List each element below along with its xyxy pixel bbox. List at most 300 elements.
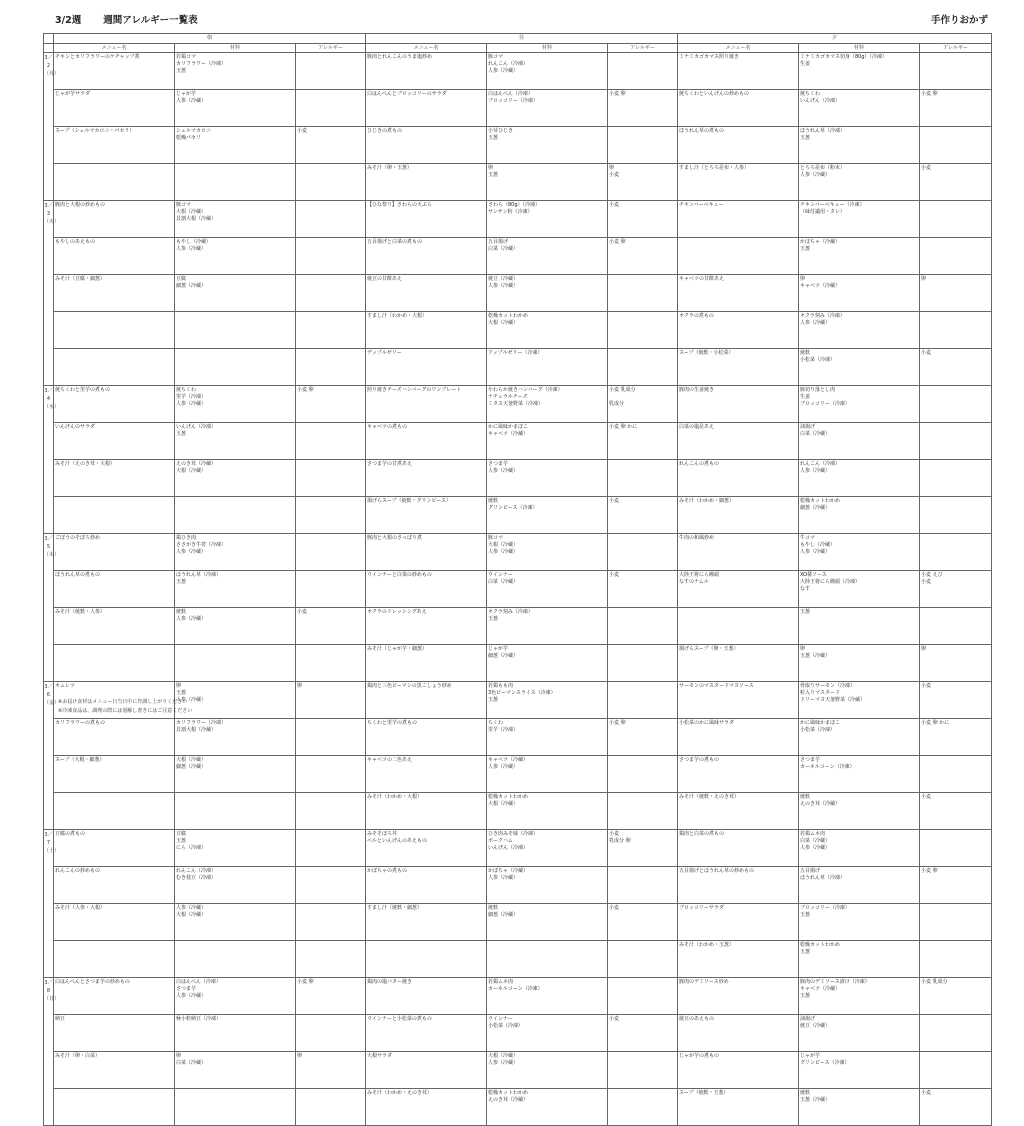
cell-line bbox=[609, 609, 676, 616]
dinner-menu-name-cell bbox=[678, 941, 799, 978]
cell-line: ひき肉みそ味（冷凍） bbox=[488, 831, 539, 837]
breakfast-ingredients-cell bbox=[175, 978, 296, 1015]
cell-line: 小麦 bbox=[297, 128, 308, 134]
lunch-ingredients-cell bbox=[487, 571, 608, 608]
cell-line bbox=[609, 535, 676, 542]
cell-line: オクラ刻み（冷凍） bbox=[488, 609, 533, 615]
breakfast-menu-name-cell bbox=[54, 608, 175, 645]
cell-line: 小麦 卵 bbox=[609, 720, 626, 726]
cell-line: 大陸王将にら饅頭（冷凍） bbox=[800, 579, 861, 585]
cell-line: 大根（冷蔵） bbox=[488, 542, 519, 548]
cell-line: デップルゼリー bbox=[367, 350, 402, 356]
cell-line: じゃが芋の煮もの bbox=[679, 1053, 720, 1059]
cell-line bbox=[921, 942, 990, 949]
cell-line: 若鶏コマ bbox=[176, 54, 197, 60]
cell-line: 焼ちくわ bbox=[800, 91, 821, 97]
lunch-allergy-cell bbox=[608, 53, 678, 90]
cell-line: 豆腐の煮もの bbox=[55, 831, 86, 837]
cell-line bbox=[55, 942, 173, 949]
cell-line: 白菜（冷蔵） bbox=[800, 431, 831, 437]
cell-line: 人参（冷蔵） bbox=[488, 68, 519, 74]
dinner-menu-name-cell bbox=[678, 904, 799, 941]
cell-line bbox=[609, 757, 676, 764]
cell-line: もやし（冷蔵） bbox=[176, 239, 212, 245]
dinner-allergy-cell bbox=[920, 1052, 992, 1089]
cell-line: 焼豆のあえもの bbox=[679, 1016, 715, 1022]
dinner-menu-name-cell bbox=[678, 386, 799, 423]
column-header-ingredients: 材料 bbox=[487, 43, 608, 53]
cell-line: 人参（冷蔵） bbox=[176, 549, 207, 555]
lunch-ingredients-cell bbox=[487, 534, 608, 571]
cell-line bbox=[297, 1090, 364, 1097]
table-row bbox=[44, 349, 992, 386]
lunch-allergy-cell bbox=[608, 127, 678, 164]
breakfast-ingredients-cell bbox=[175, 867, 296, 904]
cell-line bbox=[609, 394, 676, 401]
cell-line: ブロッコリー（冷凍） bbox=[800, 401, 850, 407]
cell-line: アップルゼリー（冷凍） bbox=[488, 350, 543, 356]
cell-line: 小麦 乳成分 bbox=[921, 979, 948, 985]
cell-line: なすのナムル bbox=[679, 579, 709, 585]
lunch-menu-name-cell bbox=[366, 497, 487, 534]
cell-line: 人参（冷蔵） bbox=[488, 875, 519, 881]
cell-line: 人参（冷蔵） bbox=[488, 764, 519, 770]
breakfast-allergy-cell bbox=[296, 53, 366, 90]
dinner-ingredients-cell bbox=[799, 460, 920, 497]
cell-line bbox=[297, 831, 364, 838]
dinner-menu-name-cell bbox=[678, 460, 799, 497]
cell-line bbox=[55, 61, 173, 68]
cell-line: ほうれん草（冷凍） bbox=[176, 572, 222, 578]
cell-line: キャベツの煮もの bbox=[367, 424, 408, 430]
lunch-menu-name-cell bbox=[366, 682, 487, 719]
dinner-ingredients-cell bbox=[799, 756, 920, 793]
cell-line: やわらか焼きハンバーグ（冷凍） bbox=[488, 387, 563, 393]
cell-line: 玉葱 bbox=[800, 246, 811, 252]
lunch-allergy-cell bbox=[608, 238, 678, 275]
cell-line bbox=[609, 313, 676, 320]
cell-line: みそ汁（卵・白菜） bbox=[55, 1053, 101, 1059]
cell-line: スープ（シェルマカロニ・パセリ） bbox=[55, 128, 135, 134]
table-body bbox=[44, 53, 992, 1126]
cell-line: 細葱（冷蔵） bbox=[488, 912, 519, 918]
dinner-ingredients-cell bbox=[799, 386, 920, 423]
cell-line: 豚肉のデミソース炒め bbox=[679, 979, 729, 985]
breakfast-menu-name-cell bbox=[54, 238, 175, 275]
breakfast-allergy-cell bbox=[296, 349, 366, 386]
cell-line bbox=[55, 1090, 173, 1097]
cell-line: 生姜 bbox=[800, 61, 811, 67]
dinner-ingredients-cell bbox=[799, 608, 920, 645]
dinner-menu-name-cell bbox=[678, 645, 799, 682]
cell-line: ブロッコリーサラダ bbox=[679, 905, 724, 911]
lunch-menu-name-cell bbox=[366, 1015, 487, 1052]
cell-line: （味付議用・タレ） bbox=[800, 209, 846, 215]
cell-line: いんげん（冷凍） bbox=[176, 424, 217, 430]
dinner-menu-name-cell bbox=[678, 275, 799, 312]
cell-line bbox=[297, 905, 364, 912]
cell-line bbox=[176, 165, 294, 172]
lunch-allergy-cell bbox=[608, 904, 678, 941]
dinner-ingredients-cell bbox=[799, 127, 920, 164]
column-header-allergy: アレルギー bbox=[920, 43, 992, 53]
cell-line: かぼちゃ（冷蔵） bbox=[800, 239, 841, 245]
cell-line: サンサン粉（冷凍） bbox=[488, 209, 533, 215]
cell-line: 人参（冷蔵） bbox=[800, 320, 831, 326]
cell-line: じゃが芋 bbox=[488, 646, 509, 652]
table-row bbox=[44, 756, 992, 793]
breakfast-ingredients-cell bbox=[175, 571, 296, 608]
corner-cell bbox=[44, 34, 54, 44]
dinner-allergy-cell bbox=[920, 682, 992, 719]
breakfast-ingredients-cell bbox=[175, 386, 296, 423]
breakfast-menu-name-cell bbox=[54, 867, 175, 904]
cell-line bbox=[297, 535, 364, 542]
cell-line bbox=[297, 646, 364, 653]
lunch-menu-name-cell bbox=[366, 978, 487, 1015]
cell-line: 玉葱 bbox=[800, 993, 811, 999]
dinner-menu-name-cell bbox=[678, 756, 799, 793]
breakfast-ingredients-cell bbox=[175, 793, 296, 830]
table-row bbox=[44, 571, 992, 608]
week-label: 3/2週 bbox=[55, 15, 82, 26]
lunch-menu-name-cell bbox=[366, 275, 487, 312]
dinner-menu-name-cell bbox=[678, 127, 799, 164]
cell-line bbox=[297, 313, 364, 320]
cell-line: 玉葱（冷蔵） bbox=[800, 1097, 831, 1103]
table-row bbox=[44, 312, 992, 349]
cell-line: 焼豆（冷蔵） bbox=[800, 1023, 831, 1029]
cell-line: 焼ちくわといんげんの炒めもの bbox=[679, 91, 750, 97]
cell-line: 玉葱 bbox=[176, 838, 187, 844]
dinner-ingredients-cell bbox=[799, 201, 920, 238]
breakfast-menu-name-cell bbox=[54, 201, 175, 238]
dinner-allergy-cell bbox=[920, 645, 992, 682]
table-row bbox=[44, 127, 992, 164]
cell-line: 焼麩 bbox=[488, 498, 499, 504]
cell-line: ウインナーと白菜の炒めもの bbox=[367, 572, 432, 578]
cell-line: 人参（冷蔵） bbox=[800, 172, 831, 178]
cell-line: 大根（冷蔵） bbox=[176, 468, 207, 474]
cell-line: キャベツ（冷蔵） bbox=[488, 431, 529, 437]
cell-line bbox=[921, 757, 990, 764]
cell-line: カリフラワー（冷凍） bbox=[176, 61, 227, 67]
cell-line: 豚コマ bbox=[488, 54, 504, 60]
cell-line bbox=[921, 239, 990, 246]
cell-line: 人参（冷蔵） bbox=[176, 697, 207, 703]
lunch-allergy-cell bbox=[608, 719, 678, 756]
cell-line: 豚肉と大根のさっぱり煮 bbox=[367, 535, 423, 541]
cell-line: じゃが芋サラダ bbox=[55, 91, 90, 97]
table-row bbox=[44, 719, 992, 756]
breakfast-menu-name-cell bbox=[54, 1015, 175, 1052]
cell-line: 小麦 bbox=[609, 1016, 620, 1022]
cell-line bbox=[488, 942, 606, 949]
cell-line: ウインナー bbox=[488, 572, 513, 578]
dinner-allergy-cell bbox=[920, 164, 992, 201]
dinner-ingredients-cell bbox=[799, 978, 920, 1015]
cell-line: 人参（冷蔵） bbox=[176, 401, 207, 407]
breakfast-ingredients-cell bbox=[175, 460, 296, 497]
footnotes bbox=[58, 698, 192, 716]
cell-line: 乳成分 bbox=[609, 401, 625, 407]
cell-line: 細葱（冷蔵） bbox=[176, 283, 207, 289]
cell-line: 玉葱 bbox=[176, 68, 187, 74]
lunch-ingredients-cell bbox=[487, 978, 608, 1015]
dinner-menu-name-cell bbox=[678, 423, 799, 460]
dinner-ingredients-cell bbox=[799, 793, 920, 830]
breakfast-menu-name-cell bbox=[54, 127, 175, 164]
dinner-allergy-cell bbox=[920, 238, 992, 275]
breakfast-allergy-cell bbox=[296, 571, 366, 608]
dinner-ingredients-cell bbox=[799, 830, 920, 867]
brand-label: 手作りおかず bbox=[930, 15, 988, 26]
breakfast-menu-name-cell bbox=[54, 941, 175, 978]
cell-line: 小麦 卵 bbox=[921, 868, 938, 874]
cell-line: ブロッコリー（冷凍） bbox=[800, 905, 850, 911]
day-label: 3／3（火） bbox=[44, 201, 54, 386]
cell-line: ほうれん草（冷凍） bbox=[800, 875, 846, 881]
breakfast-menu-name-cell bbox=[54, 645, 175, 682]
lunch-ingredients-cell bbox=[487, 867, 608, 904]
table-row bbox=[44, 867, 992, 904]
cell-line: 小松菜のかに風味サラダ bbox=[679, 720, 734, 726]
dinner-allergy-cell bbox=[920, 386, 992, 423]
lunch-ingredients-cell bbox=[487, 941, 608, 978]
cell-line: 焼豆（冷蔵） bbox=[488, 276, 519, 282]
breakfast-allergy-cell bbox=[296, 201, 366, 238]
day-label: 3／7（土） bbox=[44, 830, 54, 978]
cell-line: チキンバーベキュー bbox=[679, 202, 724, 208]
cell-line: チキンとカリフラワーのケチャップ煮 bbox=[55, 54, 140, 60]
dinner-allergy-cell bbox=[920, 312, 992, 349]
cell-line: 小麦 卵 bbox=[297, 387, 314, 393]
cell-line: 小麦 卵 bbox=[609, 239, 626, 245]
lunch-allergy-cell bbox=[608, 534, 678, 571]
cell-line: 3色ピーマンスライス（冷凍） bbox=[488, 690, 556, 696]
cell-line: 人参（冷蔵） bbox=[488, 549, 519, 555]
lunch-ingredients-cell bbox=[487, 127, 608, 164]
breakfast-allergy-cell bbox=[296, 793, 366, 830]
dinner-menu-name-cell bbox=[678, 164, 799, 201]
cell-line: 粒入りマスタード bbox=[800, 690, 841, 696]
day-label: 3／4（水） bbox=[44, 386, 54, 534]
cell-line: XO醤ソース bbox=[800, 572, 827, 578]
breakfast-allergy-cell bbox=[296, 275, 366, 312]
cell-line bbox=[921, 905, 990, 912]
lunch-ingredients-cell bbox=[487, 793, 608, 830]
cell-line bbox=[297, 942, 364, 949]
cell-line: スープ（焼麩・小松菜） bbox=[679, 350, 734, 356]
cell-line: れんこんの炒めもの bbox=[55, 868, 101, 874]
cell-line: さつま芋 bbox=[488, 461, 509, 467]
cell-line: いんげん（冷凍） bbox=[800, 98, 841, 104]
dinner-allergy-cell bbox=[920, 608, 992, 645]
lunch-allergy-cell bbox=[608, 978, 678, 1015]
cell-line bbox=[297, 276, 364, 283]
cell-line: 照り焼きチーズハンバーグのワンプレート bbox=[367, 387, 462, 393]
cell-line: 鶏肉と三色ピーマンの黒こしょう炒め bbox=[367, 683, 452, 689]
table-row bbox=[44, 386, 992, 423]
breakfast-allergy-cell bbox=[296, 164, 366, 201]
breakfast-allergy-cell bbox=[296, 830, 366, 867]
breakfast-menu-name-cell bbox=[54, 830, 175, 867]
cell-line bbox=[609, 350, 676, 357]
cell-line: 白菜（冷蔵） bbox=[488, 246, 519, 252]
cell-line bbox=[609, 54, 676, 61]
cell-line: 大根サラダ bbox=[367, 1053, 392, 1059]
cell-line: ミタス天釜野菜（冷凍） bbox=[488, 401, 544, 407]
cell-line: 豚コマ bbox=[176, 202, 192, 208]
breakfast-allergy-cell bbox=[296, 386, 366, 423]
breakfast-allergy-cell bbox=[296, 534, 366, 571]
cell-line: もやしのあえもの bbox=[55, 239, 96, 245]
cell-line: 玉葱 bbox=[488, 135, 499, 141]
cell-line: 小麦 bbox=[609, 572, 620, 578]
cell-line: 五目揚げ bbox=[488, 239, 509, 245]
lunch-ingredients-cell bbox=[487, 349, 608, 386]
cell-line bbox=[609, 1053, 676, 1060]
table-row bbox=[44, 904, 992, 941]
cell-line: みそ汁（わかめ・大根） bbox=[367, 794, 423, 800]
breakfast-ingredients-cell bbox=[175, 534, 296, 571]
lunch-ingredients-cell bbox=[487, 238, 608, 275]
cell-line: 卵 bbox=[176, 683, 182, 689]
lunch-ingredients-cell bbox=[487, 1089, 608, 1126]
dinner-menu-name-cell bbox=[678, 201, 799, 238]
breakfast-menu-name-cell bbox=[54, 460, 175, 497]
meal-header-dinner: 夕 bbox=[678, 34, 992, 44]
cell-line: 玉葱 bbox=[800, 609, 811, 615]
cell-line: かに風味かまぼこ bbox=[488, 424, 529, 430]
cell-line: キャベツ（冷蔵） bbox=[800, 986, 841, 992]
cell-line: 鶏ひき肉 bbox=[176, 535, 197, 541]
breakfast-ingredients-cell bbox=[175, 904, 296, 941]
cell-line bbox=[297, 424, 364, 431]
table-row bbox=[44, 1015, 992, 1052]
breakfast-menu-name-cell bbox=[54, 978, 175, 1015]
dinner-menu-name-cell bbox=[678, 53, 799, 90]
cell-line: 焼麩 bbox=[800, 1090, 811, 1096]
cell-line: 焼麩 bbox=[800, 794, 811, 800]
cell-line: 小麦 卵 かに bbox=[921, 720, 950, 726]
lunch-ingredients-cell bbox=[487, 386, 608, 423]
cell-line: 人参（冷蔵） bbox=[176, 905, 207, 911]
lunch-allergy-cell bbox=[608, 1089, 678, 1126]
cell-line: 大陸王将にら饅頭 bbox=[679, 572, 720, 578]
table-title: 週間アレルギー一覧表 bbox=[103, 15, 198, 26]
cell-line bbox=[921, 609, 990, 616]
cell-line: 揚げらスープ（焼麩・グリンピース） bbox=[367, 498, 452, 504]
dinner-menu-name-cell bbox=[678, 608, 799, 645]
cell-line: グリンピース（冷凍） bbox=[800, 1060, 850, 1066]
lunch-menu-name-cell bbox=[366, 386, 487, 423]
cell-line: 骨取りサーモン（冷凍） bbox=[800, 683, 856, 689]
cell-line: ボークハム bbox=[488, 838, 513, 844]
breakfast-allergy-cell bbox=[296, 497, 366, 534]
cell-line: オクラの煮もの bbox=[679, 313, 714, 319]
cell-line bbox=[55, 794, 173, 801]
cell-line: 揚げらスープ（卵・玉葱） bbox=[679, 646, 739, 652]
cell-line: 豚肉の生姜焼き bbox=[679, 387, 715, 393]
cell-line: 玉葱 bbox=[488, 172, 499, 178]
table-row bbox=[44, 90, 992, 127]
cell-line: かに風味かまぼこ bbox=[800, 720, 841, 726]
cell-line: 豚肉と大根の炒めもの bbox=[55, 202, 106, 208]
cell-line: 里芋（冷凍） bbox=[488, 727, 519, 733]
breakfast-menu-name-cell bbox=[54, 1089, 175, 1126]
breakfast-menu-name-cell bbox=[54, 1052, 175, 1089]
allergy-table bbox=[43, 33, 992, 1126]
dinner-menu-name-cell bbox=[678, 497, 799, 534]
corner-cell bbox=[44, 43, 54, 53]
cell-line: 卵 bbox=[609, 165, 615, 171]
cell-line: 小麦 えび bbox=[921, 572, 943, 578]
cell-line: れんこん（冷凍） bbox=[488, 61, 529, 67]
breakfast-allergy-cell bbox=[296, 608, 366, 645]
cell-line: みそそぼろ丼 bbox=[367, 831, 398, 837]
cell-line: 玉葱 bbox=[800, 912, 811, 918]
cell-line bbox=[921, 202, 990, 209]
dinner-allergy-cell bbox=[920, 867, 992, 904]
cell-line: 豆腐 bbox=[176, 831, 187, 837]
cell-line: 里芋（冷凍） bbox=[176, 394, 207, 400]
cell-line: ほうれん草（冷凍） bbox=[800, 128, 846, 134]
cell-line: さつま芋 bbox=[800, 757, 821, 763]
cell-line bbox=[609, 868, 676, 875]
cell-line bbox=[679, 239, 797, 246]
cell-line bbox=[921, 387, 990, 394]
column-header-allergy: アレルギー bbox=[608, 43, 678, 53]
cell-line bbox=[55, 165, 173, 172]
cell-line bbox=[921, 54, 990, 61]
lunch-allergy-cell bbox=[608, 793, 678, 830]
cell-line: 白菜（冷蔵） bbox=[488, 579, 519, 585]
breakfast-menu-name-cell bbox=[54, 719, 175, 756]
dinner-ingredients-cell bbox=[799, 53, 920, 90]
lunch-allergy-cell bbox=[608, 275, 678, 312]
cell-line: 大根（冷蔵） bbox=[488, 801, 519, 807]
dinner-menu-name-cell bbox=[678, 1052, 799, 1089]
dinner-menu-name-cell bbox=[678, 312, 799, 349]
dinner-ingredients-cell bbox=[799, 423, 920, 460]
lunch-allergy-cell bbox=[608, 645, 678, 682]
breakfast-allergy-cell bbox=[296, 312, 366, 349]
breakfast-menu-name-cell bbox=[54, 534, 175, 571]
cell-line: れんこん（冷凍） bbox=[176, 868, 217, 874]
cell-line: 大根（冷蔵） bbox=[488, 1053, 519, 1059]
cell-line: 小麦 bbox=[921, 683, 932, 689]
breakfast-ingredients-cell bbox=[175, 90, 296, 127]
cell-line: 乾燥カットわかめ bbox=[488, 794, 528, 800]
cell-line: とろろ昆布（粉末） bbox=[800, 165, 846, 171]
cell-line bbox=[297, 239, 364, 246]
lunch-ingredients-cell bbox=[487, 719, 608, 756]
breakfast-menu-name-cell bbox=[54, 164, 175, 201]
lunch-menu-name-cell bbox=[366, 719, 487, 756]
column-header-menu-name: メニュー名 bbox=[678, 43, 799, 53]
cell-line: スープ（大根・細葱） bbox=[55, 757, 105, 763]
cell-line: 小麦 bbox=[921, 1090, 932, 1096]
lunch-allergy-cell bbox=[608, 608, 678, 645]
lunch-menu-name-cell bbox=[366, 53, 487, 90]
cell-line: 大根（冷蔵） bbox=[488, 320, 519, 326]
cell-line: もやし（冷蔵） bbox=[800, 542, 836, 548]
lunch-menu-name-cell bbox=[366, 1089, 487, 1126]
cell-line: 白菜（冷蔵） bbox=[800, 838, 831, 844]
breakfast-menu-name-cell bbox=[54, 497, 175, 534]
cell-line bbox=[921, 313, 990, 320]
